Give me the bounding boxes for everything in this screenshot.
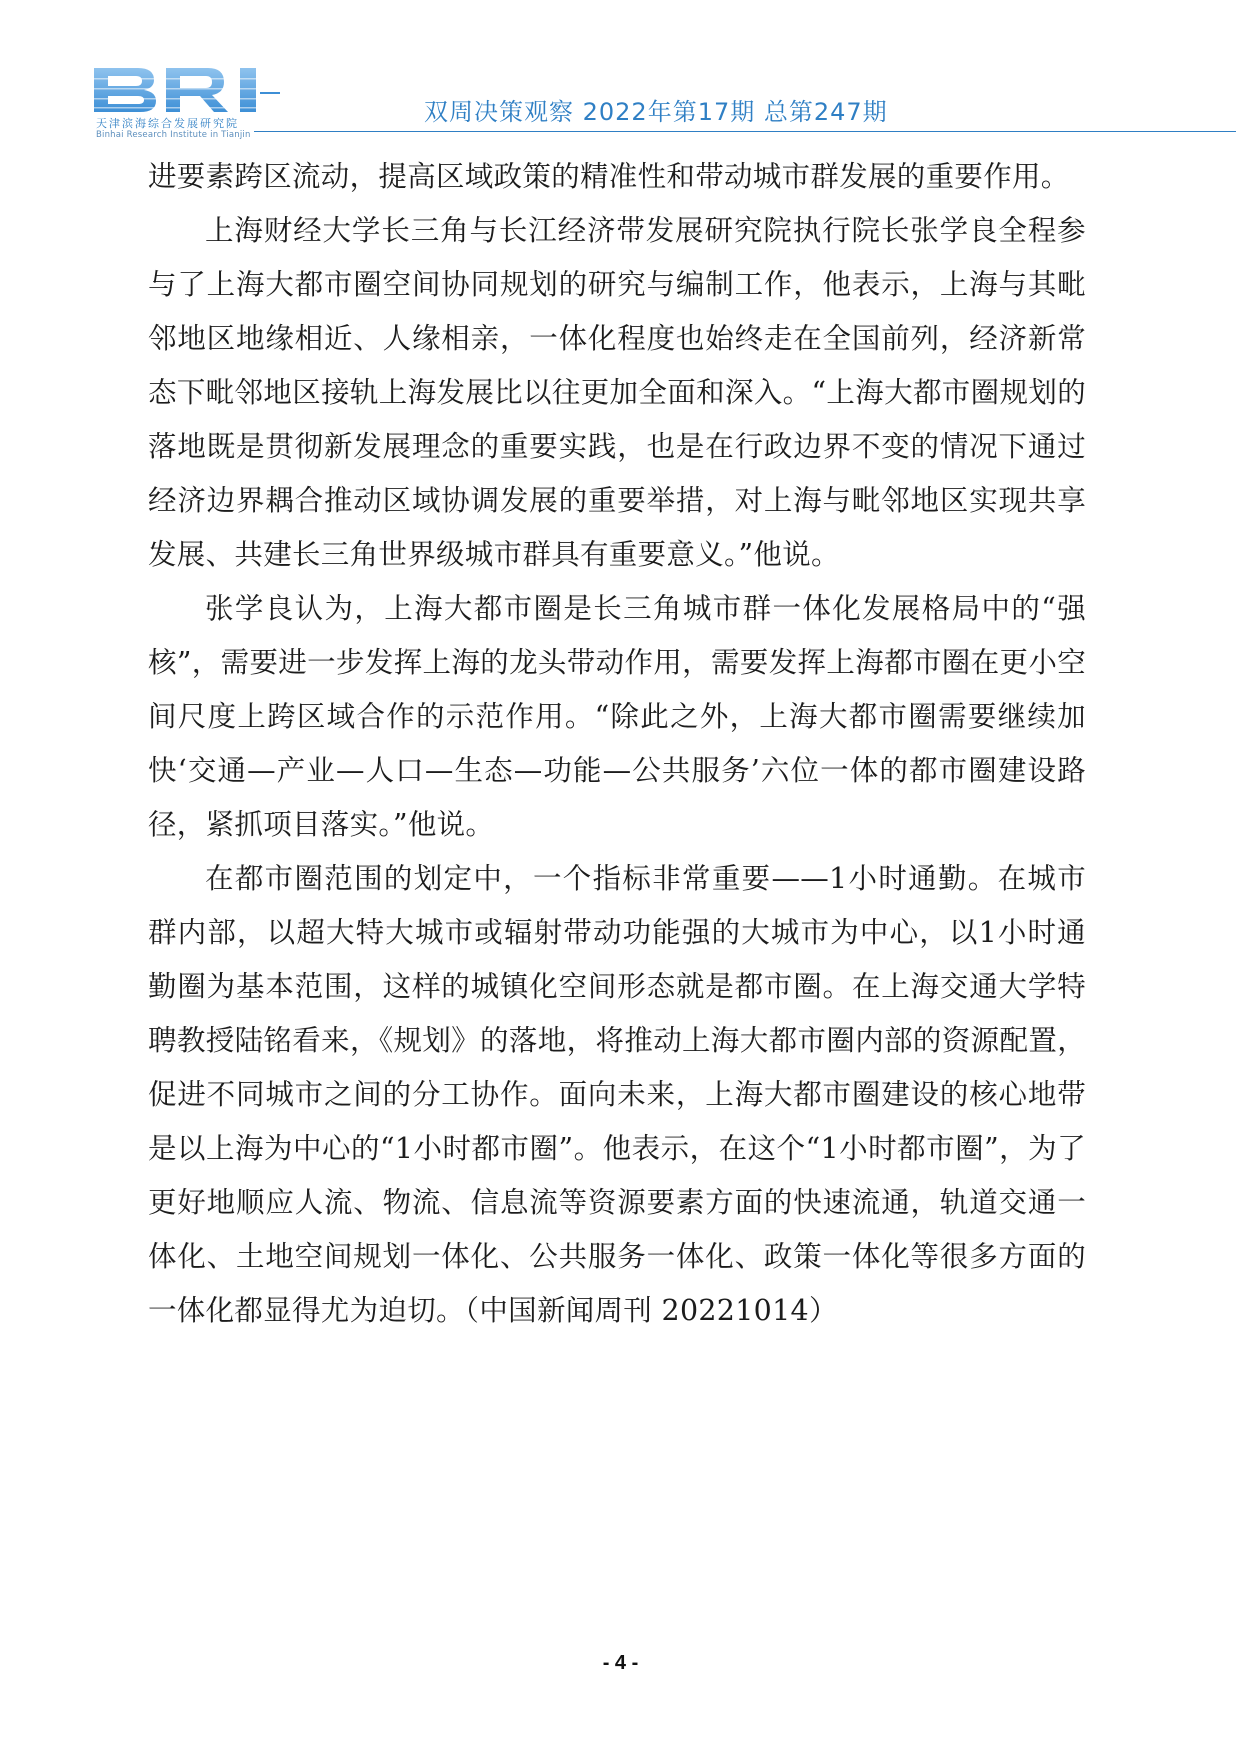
issue-title: 双周决策观察 2022年第17期 总第247期 [424, 98, 888, 126]
page-header [0, 0, 1241, 150]
logo-english-name: Binhai Research Institute in Tianjin [96, 130, 251, 140]
article-body [148, 150, 1086, 1338]
logo-chinese-name: 天津滨海综合发展研究院 [96, 117, 239, 130]
bri-logo-icon [94, 66, 280, 114]
paragraph-continued: 进要素跨区流动，提高区域政策的精准性和带动城市群发展的重要作用。 [148, 160, 1070, 193]
page-number: - 4 - [602, 1652, 639, 1674]
paragraph: 张学良认为，上海大都市圈是长三角城市群一体化发展格局中的“强核”，需要进一步发挥上海的龙头带动作用，需要发挥上海都市圈在更小空间尺度上跨区域合作的示范作用。“除此之外，上海大都市圈需要继续加快‘交通—产业—人口—生态—功能—公共服务’六位一体的都市圈建设路径，紧抓项目落实。”他说。 [148, 592, 1086, 841]
paragraph: 上海财经大学长三角与长江经济带发展研究院执行院长张学良全程参与了上海大都市圈空间协同规划的研究与编制工作，他表示，上海与其毗邻地区地缘相近、人缘相亲，一体化程度也始终走在全国前列，经济新常态下毗邻地区接轨上海发展比以往更加全面和深入。“上海大都市圈规划的落地既是贯彻新发展理念的重要实践，也是在行政边界不变的情况下通过经济边界耦合推动区域协调发展的重要举措，对上海与毗邻地区实现共享发展、共建长三角世界级城市群具有重要意义。”他说。 [148, 214, 1086, 571]
header-divider [254, 131, 1236, 132]
bri-logo [94, 66, 280, 142]
paragraph: 在都市圈范围的划定中，一个指标非常重要——1小时通勤。在城市群内部，以超大特大城市或辐射带动功能强的大城市为中心，以1小时通勤圈为基本范围，这样的城镇化空间形态就是都市圈。在上海交通大学特聘教授陆铭看来，《规划》的落地，将推动上海大都市圈内部的资源配置，促进不同城市之间的分工协作。面向未来，上海大都市圈建设的核心地带是以上海为中心的“1小时都市圈”。他表示，在这个“1小时都市圈”，为了更好地顺应人流、物流、信息流等资源要素方面的快速流通，轨道交通一体化、土地空间规划一体化、公共服务一体化、政策一体化等很多方面的一体化都显得尤为迫切。（中国新闻周刊 20221014） [148, 862, 1086, 1327]
